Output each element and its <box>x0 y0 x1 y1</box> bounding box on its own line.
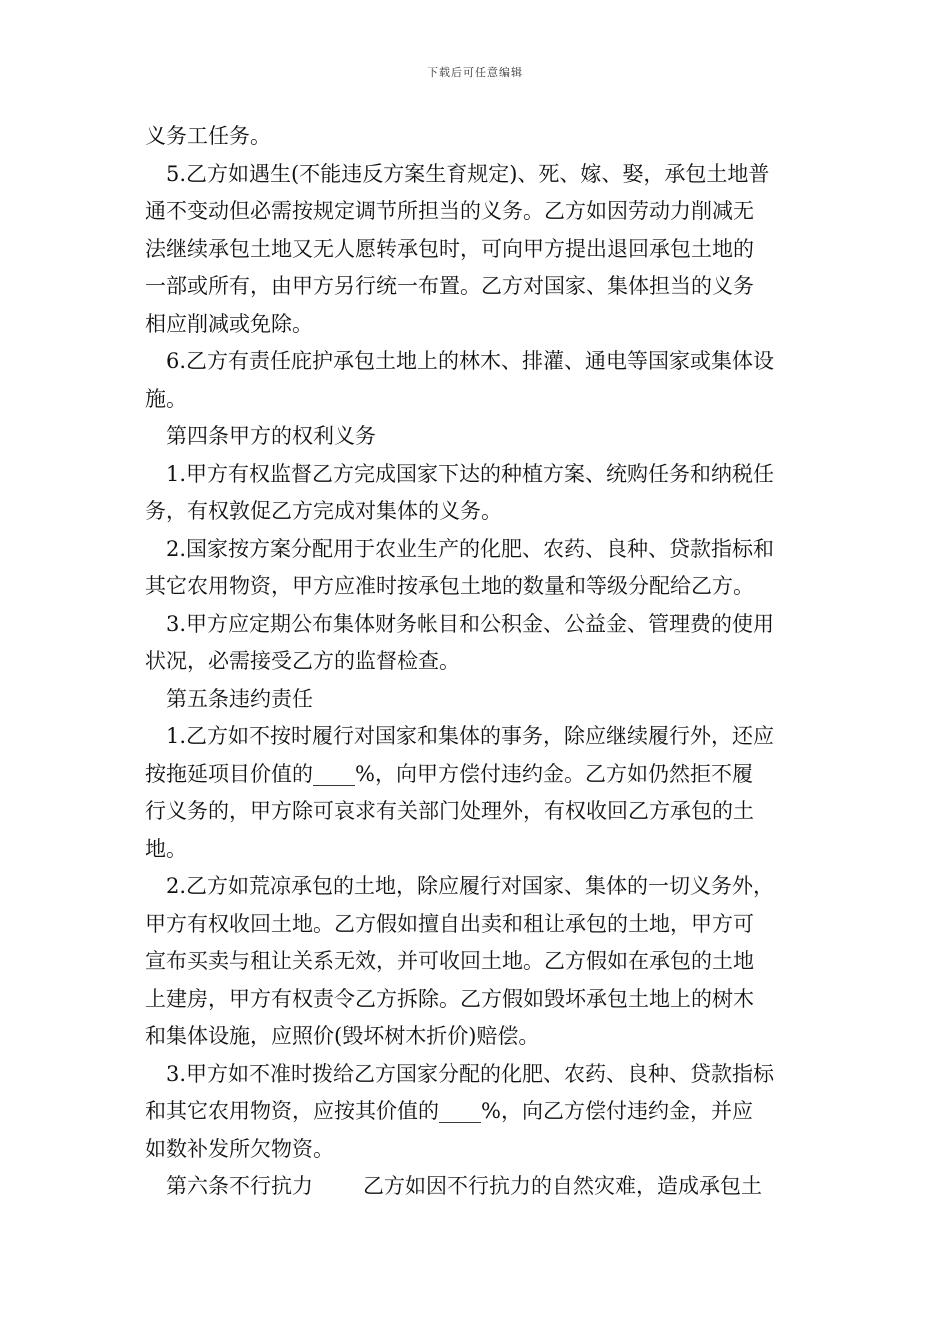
article-six-text: 乙方如因不行抗力的自然灾难，造成承包土 <box>363 1174 762 1198</box>
text-line: 地。 <box>145 836 187 861</box>
text-line: 1.乙方如不按时履行对国家和集体的事务，除应继续履行外，还应 <box>166 724 775 748</box>
text-line-last <box>145 1168 811 1206</box>
text-line: 宣布买卖与租让关系无效，并可收回土地。乙方假如在承包的土地 <box>145 949 754 973</box>
text-line: 和其它农用物资，应按其价值的____%，向乙方偿付违约金，并应 <box>145 1099 753 1123</box>
text-line: 法继续承包土地又无人愿转承包时，可向甲方提出退回承包土地的 <box>145 236 754 261</box>
text-line: 上建房，甲方有权责令乙方拆除。乙方假如毁坏承包土地上的树木 <box>145 986 754 1011</box>
text-line: 和集体设施，应照价(毁坏树木折价)赔偿。 <box>145 1024 540 1048</box>
text-line: 甲方有权收回土地。乙方假如擅自出卖和租让承包的土地，甲方可 <box>145 911 754 936</box>
text-line: 务，有权敦促乙方完成对集体的义务。 <box>145 499 502 523</box>
text-line: 通不变动但必需按规定调节所担当的义务。乙方如因劳动力削减无 <box>145 199 754 223</box>
text-line: 1.甲方有权监督乙方完成国家下达的种植方案、统购任务和纳税任 <box>166 461 775 486</box>
text-line: 状况，必需接受乙方的监督检查。 <box>145 649 460 673</box>
document-body <box>145 118 811 1206</box>
article-heading-six: 第六条不行抗力 <box>166 1174 313 1198</box>
text-line: 施。 <box>145 386 187 411</box>
text-line: 2.乙方如荒凉承包的土地，除应履行对国家、集体的一切义务外， <box>166 874 775 898</box>
text-line: 6.乙方有责任庇护承包土地上的林木、排灌、通电等国家或集体设 <box>166 349 775 373</box>
text-line: 2.国家按方案分配用于农业生产的化肥、农药、良种、贷款指标和 <box>166 536 775 561</box>
text-line: 5.乙方如遇生(不能违反方案生育规定)、死、嫁、娶，承包土地普 <box>166 161 770 186</box>
text-line: 相应削减或免除。 <box>145 311 313 336</box>
text-line: 第四条甲方的权利义务 <box>166 424 376 448</box>
text-line: 其它农用物资，甲方应准时按承包土地的数量和等级分配给乙方。 <box>145 574 754 598</box>
text-line: 义务工任务。 <box>145 124 271 148</box>
page-header: 下载后可任意编辑 <box>427 66 523 79</box>
text-line: 行义务的，甲方除可哀求有关部门处理外，有权收回乙方承包的土 <box>145 799 754 823</box>
text-line: 第五条违约责任 <box>166 686 313 711</box>
text-line: 如数补发所欠物资。 <box>145 1136 334 1161</box>
text-line: 一部或所有，由甲方另行统一布置。乙方对国家、集体担当的义务 <box>145 274 754 298</box>
text-line: 3.甲方如不准时拨给乙方国家分配的化肥、农药、良种、贷款指标 <box>166 1061 775 1086</box>
text-line: 按拖延项目价值的____%，向甲方偿付违约金。乙方如仍然拒不履 <box>145 761 753 786</box>
text-line: 3.甲方应定期公布集体财务帐目和公积金、公益金、管理费的使用 <box>166 611 775 636</box>
